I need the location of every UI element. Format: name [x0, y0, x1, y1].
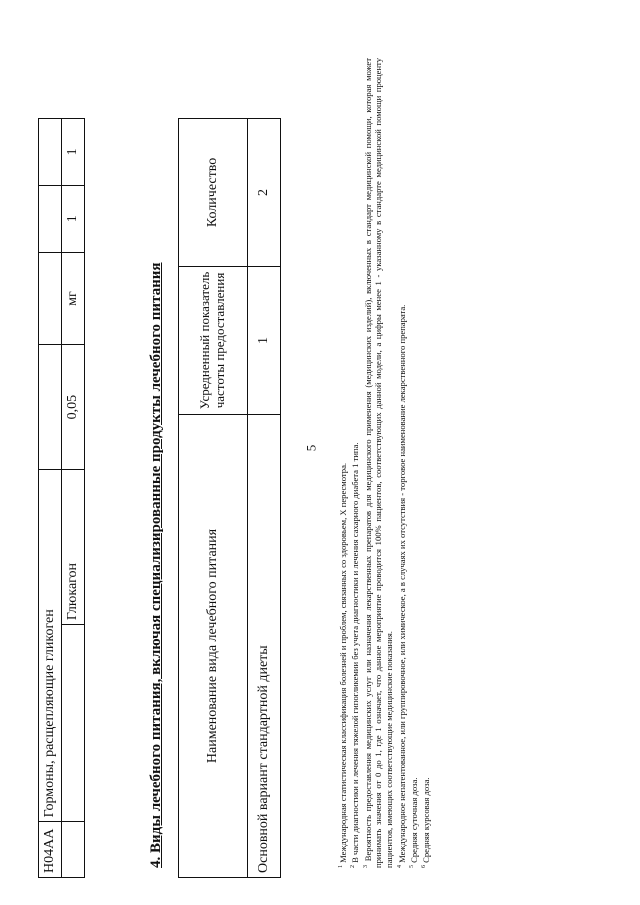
- page-number: 5: [303, 444, 319, 452]
- table-row: [39, 119, 62, 878]
- header-frequency: Усредненный показатель частоты предоставления: [179, 266, 248, 414]
- empty-cell: [39, 185, 62, 252]
- unit-cell: мг: [62, 252, 85, 345]
- atc-code-cell: H04AA: [39, 822, 62, 878]
- rotated-sheet: [38, 28, 598, 878]
- diet-quantity-cell: 2: [248, 119, 281, 267]
- footnote: $^2$ В части диагностики и лечения тяжелой гипогликемии без учета диагностики и лечения сахарного диабета 1 типа.: [350, 442, 361, 868]
- daily-dose-cell: 0,05: [62, 345, 85, 469]
- table-row: [248, 119, 281, 878]
- table-header-row: [179, 119, 248, 878]
- drug-name-cell: Глюкагон: [62, 469, 85, 624]
- empty-cell: [39, 252, 62, 345]
- empty-cell: [39, 345, 62, 469]
- footnote: $^3$ Вероятность предоставления медицинских услуг или назначения лекарственных препаратов для медицинского применения (медицинских изделий), включенных в стандарт медицинской помощи, которая может принимать значения от 0 до 1, где 1 означает, что данное мероприятие проводится 100% пациентов, соответствующих данной модели, а цифры менее 1 - указанному в стандарте медицинской помощи проценту пациентов, имеющих соответствующие медицинские показания.: [362, 58, 394, 868]
- footnote: $^1$ Международная статистическая классификация болезней и проблем, связанных со здоровьем, X пересмотра.: [337, 462, 348, 868]
- ssd-cell: 1: [62, 185, 85, 252]
- diet-table: [178, 118, 281, 878]
- header-quantity: Количество: [179, 119, 248, 267]
- drugs-table: [38, 118, 85, 878]
- header-name: Наименование вида лечебного питания: [179, 415, 248, 878]
- table-row: [62, 119, 85, 878]
- empty-cell: [62, 625, 85, 822]
- footnote: $^4$ Международное непатентованное, или группировочное, или химическое, а в случаях их отсутствия - торговое наименование лекарственного препарата.: [396, 304, 407, 868]
- diet-frequency-cell: 1: [248, 266, 281, 414]
- atc-group-cell: Гормоны, расщепляющие гликоген: [39, 469, 62, 822]
- skd-cell: 1: [62, 119, 85, 186]
- empty-cell: [62, 822, 85, 878]
- empty-cell: [39, 119, 62, 186]
- diet-name-cell: Основной вариант стандартной диеты: [248, 415, 281, 878]
- footnotes: [336, 58, 432, 868]
- section-title: 4. Виды лечебного питания, включая специализированные продукты лечебного питания: [148, 262, 164, 868]
- footnote: $^5$ Средняя суточная доза.: [408, 777, 419, 868]
- footnote: $^6$ Средняя курсовая доза.: [421, 777, 432, 868]
